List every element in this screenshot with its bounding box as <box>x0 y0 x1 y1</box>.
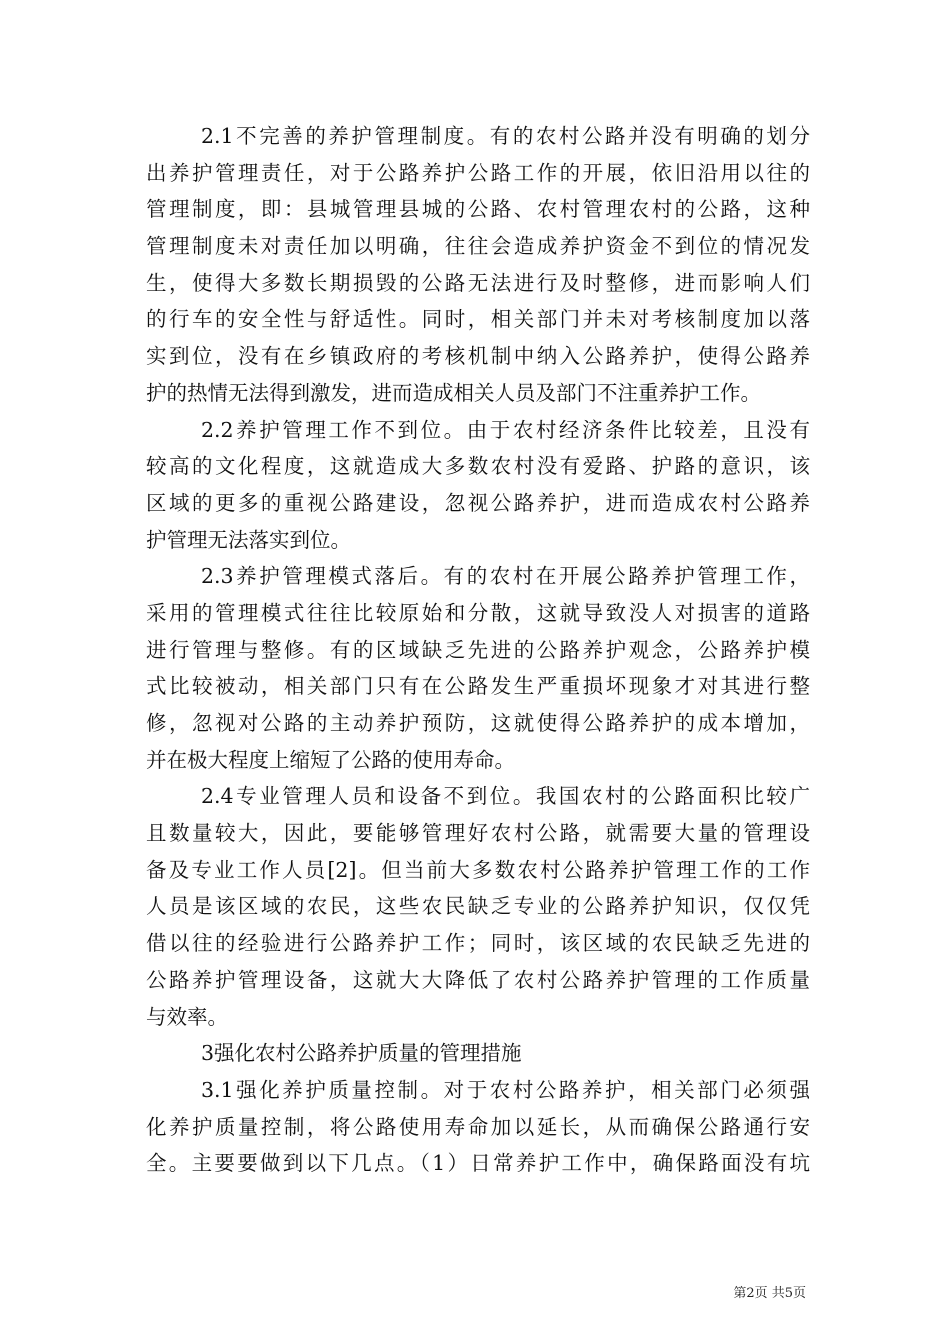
para-2-1-line-4: 管理制度未对责任加以明确，往往会造成养护资金不到位的情况发 <box>146 234 810 259</box>
para-3-1-line-2: 化养护质量控制，将公路使用寿命加以延长，从而确保公路通行安 <box>146 1114 810 1139</box>
para-2-2-line-3: 区域的更多的重视公路建设，忽视公路养护，进而造成农村公路养 <box>146 490 810 515</box>
para-2-2-line-1: 2.2养护管理工作不到位。由于农村经济条件比较差，且没有 <box>201 417 810 442</box>
para-2-2-line-4: 护管理无法落实到位。 <box>146 527 351 552</box>
para-2-1-line-1: 2.1不完善的养护管理制度。有的农村公路并没有明确的划分 <box>201 124 810 148</box>
section-3-heading: 3强化农村公路养护质量的管理措施 <box>201 1041 522 1066</box>
para-2-1-line-6: 的行车的安全性与舒适性。同时，相关部门并未对考核制度加以落 <box>146 307 810 332</box>
page-number-footer: 第2页 共5页 <box>733 1286 806 1301</box>
para-2-1-line-8: 护的热情无法得到激发，进而造成相关人员及部门不注重养护工作。 <box>146 380 761 405</box>
para-2-1-line-7: 实到位，没有在乡镇政府的考核机制中纳入公路养护，使得公路养 <box>146 344 810 369</box>
para-2-4-line-4: 人员是该区域的农民，这些农民缺乏专业的公路养护知识，仅仅凭 <box>146 894 810 919</box>
para-2-3-line-5: 修，忽视对公路的主动养护预防，这就使得公路养护的成本增加， <box>146 711 810 735</box>
para-2-4-line-1: 2.4专业管理人员和设备不到位。我国农村的公路面积比较广 <box>201 784 810 809</box>
para-2-3-line-3: 进行管理与整修。有的区域缺乏先进的公路养护观念，公路养护模 <box>146 637 810 662</box>
para-2-2-line-2: 较高的文化程度，这就造成大多数农村没有爱路、护路的意识，该 <box>146 454 810 479</box>
para-2-3-line-1: 2.3养护管理模式落后。有的农村在开展公路养护管理工作， <box>201 564 810 589</box>
body-text <box>146 118 810 1182</box>
para-2-3-line-2: 采用的管理模式往往比较原始和分散，这就导致没人对损害的道路 <box>146 600 810 625</box>
para-2-4-line-2: 且数量较大，因此，要能够管理好农村公路，就需要大量的管理设 <box>146 821 810 846</box>
para-3-1-line-1: 3.1强化养护质量控制。对于农村公路养护，相关部门必须强 <box>201 1077 810 1102</box>
para-3-1-line-3: 全。主要要做到以下几点。（1）日常养护工作中，确保路面没有坑 <box>146 1151 810 1176</box>
para-2-4-line-3: 备及专业工作人员[2]。但当前大多数农村公路养护管理工作的工作 <box>146 857 810 882</box>
para-2-1-line-3: 管理制度，即：县城管理县城的公路、农村管理农村的公路，这种 <box>146 197 810 222</box>
para-2-4-line-7: 与效率。 <box>146 1004 228 1029</box>
para-2-4-line-5: 借以往的经验进行公路养护工作；同时，该区域的农民缺乏先进的 <box>146 931 810 956</box>
para-2-1-line-5: 生，使得大多数长期损毁的公路无法进行及时整修，进而影响人们 <box>146 270 810 295</box>
para-2-3-line-4: 式比较被动，相关部门只有在公路发生严重损坏现象才对其进行整 <box>146 674 810 699</box>
para-2-4-line-6: 公路养护管理设备，这就大大降低了农村公路养护管理的工作质量 <box>146 967 810 992</box>
para-2-1-line-2: 出养护管理责任，对于公路养护公路工作的开展，依旧沿用以往的 <box>146 160 810 185</box>
para-2-3-line-6: 并在极大程度上缩短了公路的使用寿命。 <box>146 747 515 772</box>
